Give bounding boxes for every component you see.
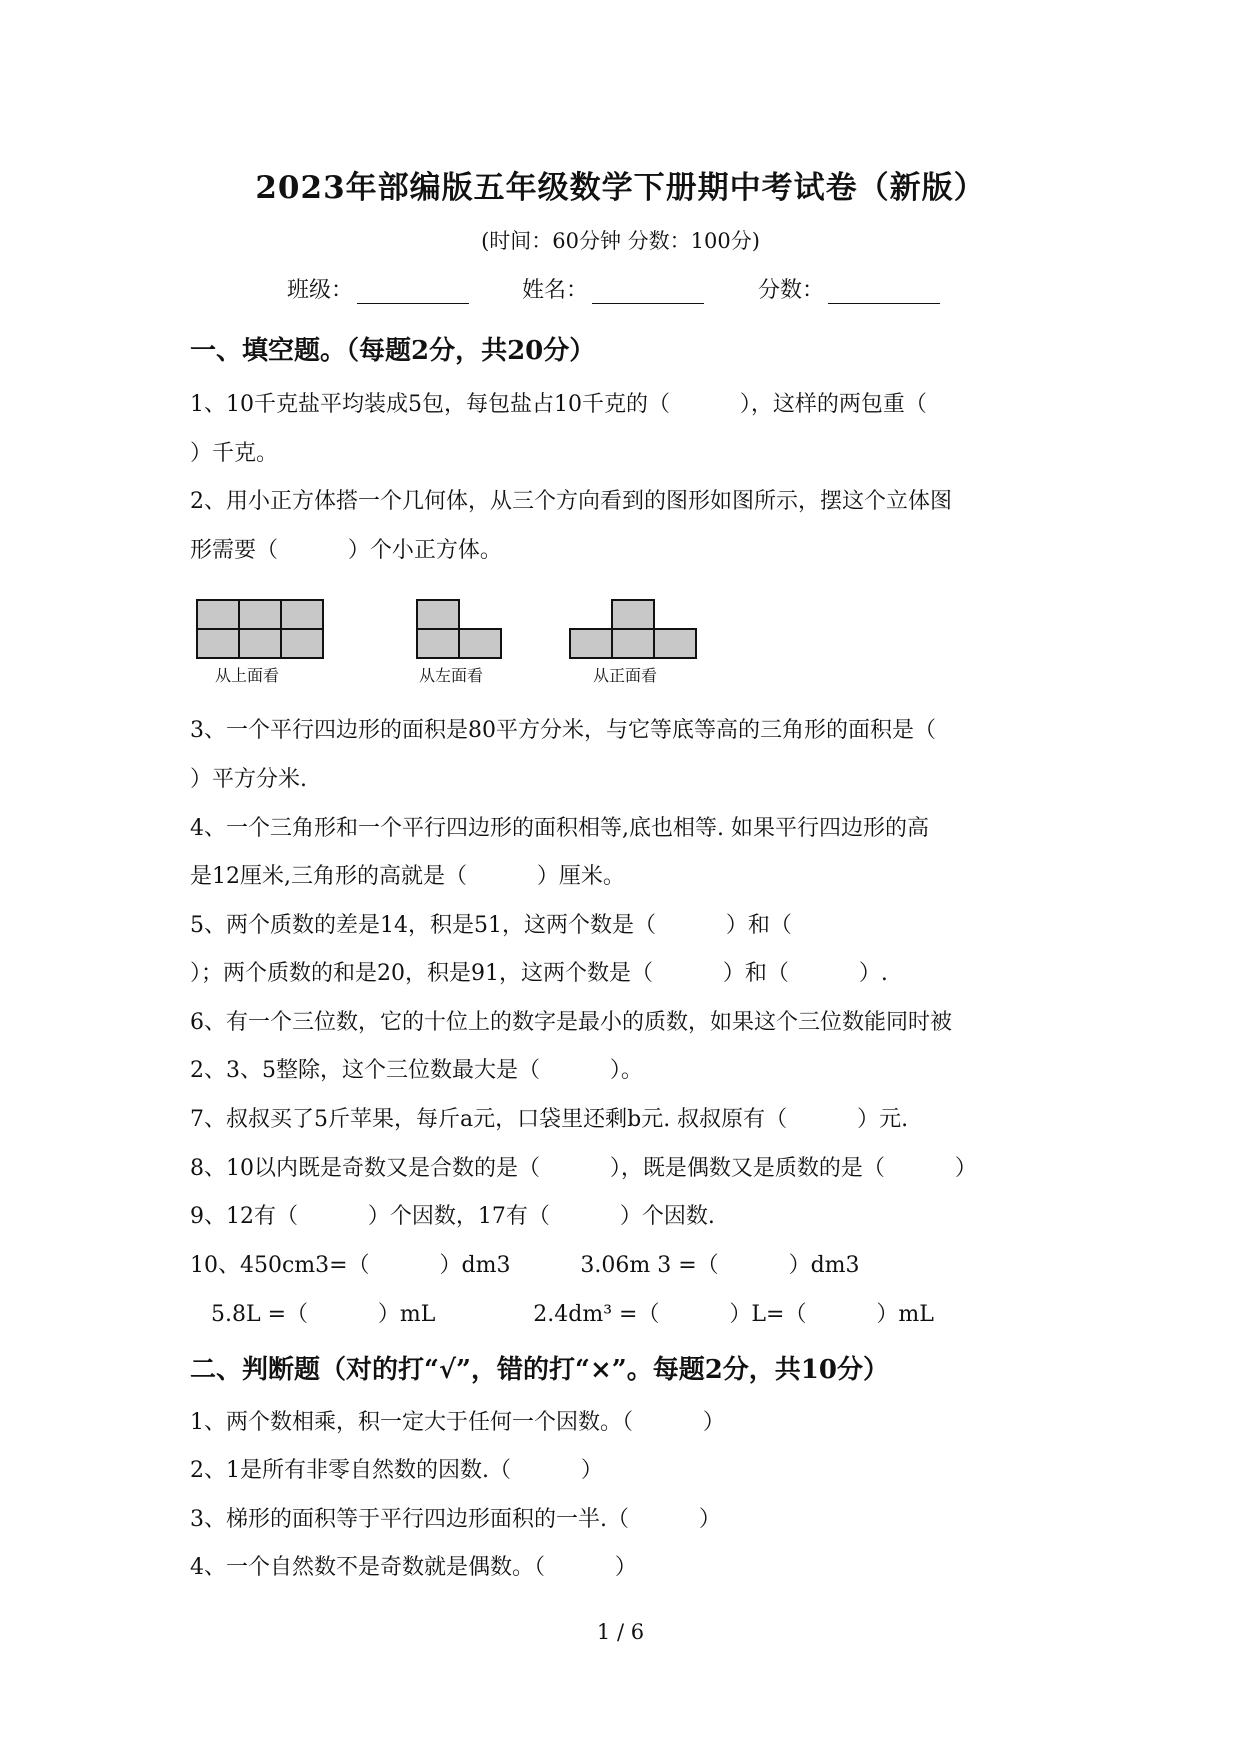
judgement-line: 3、梯形的面积等于平行四边形面积的一半.（ ） — [190, 1507, 721, 1532]
question-line: 1、10千克盐平均装成5包，每包盐占10千克的（ ），这样的两包重（ — [190, 392, 927, 417]
class-field — [287, 273, 469, 304]
score-field — [758, 273, 940, 304]
section1-heading: 一、填空题。（每题2分，共20分） — [190, 336, 596, 366]
question-line: 6、有一个三位数，它的十位上的数字是最小的质数，如果这个三位数能同时被 — [190, 1010, 952, 1035]
question-line: 5、两个质数的差是14，积是51，这两个数是（ ）和（ — [190, 913, 792, 938]
question-line: 是12厘米,三角形的高就是（ ）厘米。 — [190, 864, 625, 889]
question-line: 形需要（ ）个小正方体。 — [190, 538, 502, 563]
front-view-label: 从正面看 — [593, 666, 658, 685]
judgement-line: 4、一个自然数不是奇数就是偶数。（ ） — [190, 1555, 637, 1580]
question-line: 7、叔叔买了5斤苹果，每斤a元，口袋里还剩b元. 叔叔原有（ ）元. — [190, 1107, 909, 1132]
class-blank — [357, 281, 469, 304]
judgement-line: 2、1是所有非零自然数的因数.（ ） — [190, 1458, 603, 1483]
score-blank — [828, 281, 940, 304]
question-line: 5.8L =（ ）mL 2.4dm³ =（ ）L=（ ）mL — [190, 1302, 934, 1327]
judgement-line: 1、两个数相乘，积一定大于任何一个因数。（ ） — [190, 1410, 725, 1435]
question-line: 9、12有（ ）个因数，17有（ ）个因数. — [190, 1204, 715, 1229]
question-line: ）平方分米. — [190, 767, 307, 792]
question-line: 2、用小正方体搭一个几何体，从三个方向看到的图形如图所示，摆这个立体图 — [190, 489, 952, 514]
name-field — [522, 273, 704, 304]
question-line: 10、450cm3=（ ）dm3 3.06m 3 =（ ）dm3 — [190, 1253, 860, 1278]
three-view-figure — [195, 598, 725, 688]
left-view — [417, 600, 501, 658]
question-line: 3、一个平行四边形的面积是80平方分米，与它等底等高的三角形的面积是（ — [190, 718, 936, 743]
class-label: 班级： — [287, 278, 354, 303]
top-view-label: 从上面看 — [215, 666, 280, 685]
score-label: 分数： — [758, 278, 825, 303]
name-label: 姓名： — [522, 278, 589, 303]
left-view-label: 从左面看 — [419, 666, 484, 685]
front-view — [570, 600, 696, 658]
section2-heading: 二、判断题（对的打“√”，错的打“×”。每题2分，共10分） — [190, 1355, 889, 1385]
top-view — [197, 600, 323, 658]
exam-title: 2023年部编版五年级数学下册期中考试卷（新版） — [255, 170, 986, 206]
question-line: 8、10以内既是奇数又是合数的是（ ），既是偶数又是质数的是（ ） — [190, 1156, 977, 1181]
question-line: 4、一个三角形和一个平行四边形的面积相等,底也相等. 如果平行四边形的高 — [190, 816, 929, 841]
exam-subtitle: (时间：60分钟 分数：100分) — [481, 229, 760, 253]
question-line: ）；两个质数的和是20，积是91，这两个数是（ ）和（ ）. — [190, 961, 888, 986]
name-blank — [592, 281, 704, 304]
page-number: 1 / 6 — [596, 1620, 645, 1644]
question-line: 2、3、5整除，这个三位数最大是（ ）。 — [190, 1058, 643, 1083]
question-line: ）千克。 — [190, 441, 279, 466]
